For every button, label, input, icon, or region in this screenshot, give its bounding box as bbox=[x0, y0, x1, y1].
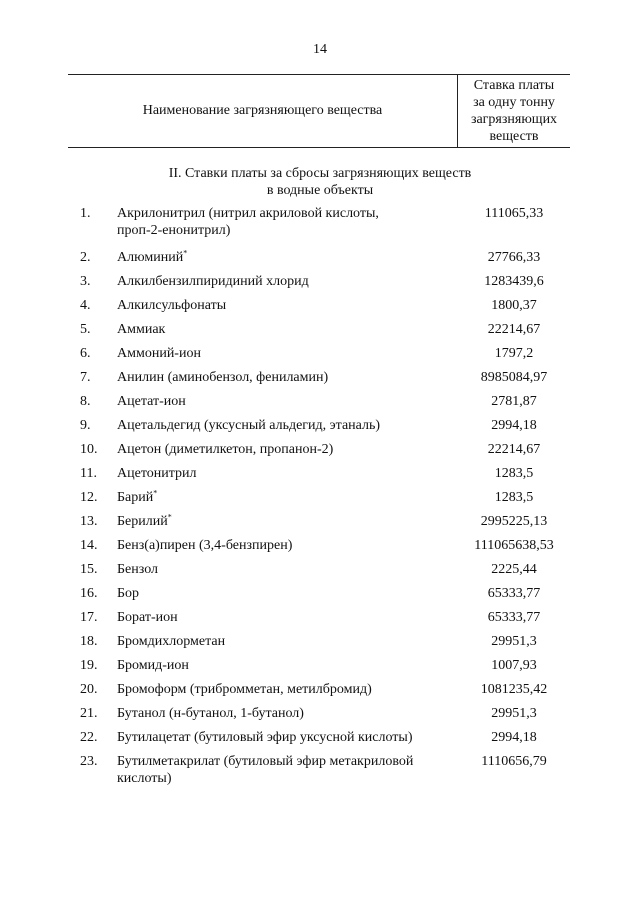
substance-name-text: Ацетон (диметилкетон, пропанон-2) bbox=[117, 442, 334, 457]
substance-name bbox=[117, 561, 452, 578]
rate-value: 22214,67 bbox=[487, 442, 541, 457]
rate-value: 1007,93 bbox=[491, 658, 537, 673]
substance-name-text: Берилий bbox=[117, 514, 168, 529]
substance-name-text: Бромид-ион bbox=[117, 658, 189, 673]
section-title-line: II. Ставки платы за сбросы загрязняющих веществ bbox=[168, 166, 472, 181]
substance-name-text: Бутилацетат (бутиловый эфир уксусной кислоты) bbox=[117, 730, 413, 745]
substance-name bbox=[117, 585, 452, 602]
substance-name-text: Алкилбензилпиридиний хлорид bbox=[117, 274, 309, 289]
substance-name-text: проп-2-енонитрил) bbox=[117, 223, 231, 238]
substance-name-text: Бор bbox=[117, 586, 140, 601]
row-number: 17. bbox=[80, 610, 98, 625]
substance-name bbox=[117, 705, 452, 722]
substance-name bbox=[117, 513, 452, 530]
substance-name-text: Бромдихлорметан bbox=[117, 634, 226, 649]
rate-value: 8985084,97 bbox=[480, 370, 548, 385]
substance-name-line bbox=[117, 369, 452, 386]
substance-name bbox=[117, 249, 452, 266]
substance-name bbox=[117, 369, 452, 386]
substance-name-text: Бутилметакрилат (бутиловый эфир метакриловой bbox=[117, 754, 414, 769]
substance-name-text: Аммоний-ион bbox=[117, 346, 201, 361]
substance-name-line bbox=[117, 657, 452, 674]
footnote-mark: * bbox=[153, 488, 158, 498]
row-number: 7. bbox=[80, 370, 91, 385]
substance-name-text: Акрилонитрил (нитрил акриловой кислоты, bbox=[117, 206, 379, 221]
substance-name bbox=[117, 633, 452, 650]
substance-name-line bbox=[117, 681, 452, 698]
substance-name bbox=[117, 297, 452, 314]
rate-value: 65333,77 bbox=[487, 586, 541, 601]
rate-value: 1283439,6 bbox=[484, 274, 544, 289]
substance-name bbox=[117, 537, 452, 554]
substance-name-text: Ацетальдегид (уксусный альдегид, этаналь) bbox=[117, 418, 381, 433]
substance-name-text: Бенз(а)пирен (3,4-бензпирен) bbox=[117, 538, 293, 553]
substance-name-line bbox=[117, 705, 452, 722]
substance-name-line bbox=[117, 345, 452, 362]
substance-name-line bbox=[117, 393, 452, 410]
row-number: 5. bbox=[80, 322, 91, 337]
page-number: 14 bbox=[313, 42, 327, 57]
rate-value: 1081235,42 bbox=[480, 682, 548, 697]
substance-name-line bbox=[117, 273, 452, 290]
substance-name bbox=[117, 345, 452, 362]
substance-name-text: Ацетонитрил bbox=[117, 466, 197, 481]
rate-value: 111065638,53 bbox=[474, 538, 554, 553]
section-title-line: в водные объекты bbox=[266, 183, 374, 198]
substance-name-line bbox=[117, 297, 452, 314]
substance-name-line bbox=[117, 249, 452, 266]
rate-value: 29951,3 bbox=[491, 634, 537, 649]
substance-name-text: Алкилсульфонаты bbox=[117, 298, 227, 313]
row-number: 16. bbox=[80, 586, 98, 601]
substance-name bbox=[117, 321, 452, 338]
substance-name-text: Бромоформ (трибромметан, метилбромид) bbox=[117, 682, 372, 697]
substance-name-line bbox=[117, 729, 452, 746]
rate-value: 1110656,79 bbox=[481, 754, 547, 769]
row-number: 19. bbox=[80, 658, 98, 673]
substance-name-line bbox=[117, 537, 452, 554]
rate-value: 1800,37 bbox=[491, 298, 537, 313]
row-number: 20. bbox=[80, 682, 98, 697]
substance-name bbox=[117, 753, 452, 787]
substance-name-line bbox=[117, 609, 452, 626]
row-number: 21. bbox=[80, 706, 98, 721]
row-number: 18. bbox=[80, 634, 98, 649]
substance-name-line bbox=[117, 205, 452, 222]
header-substance-name: Наименование загрязняющего вещества bbox=[142, 102, 383, 118]
substance-name bbox=[117, 609, 452, 626]
rate-value: 2995225,13 bbox=[480, 514, 548, 529]
substance-name-text: Анилин (аминобензол, фениламин) bbox=[117, 370, 329, 385]
section-title bbox=[140, 165, 500, 199]
substance-name-line bbox=[117, 465, 452, 482]
substance-name bbox=[117, 657, 452, 674]
substance-name-line bbox=[117, 561, 452, 578]
row-number: 23. bbox=[80, 754, 98, 769]
header-rate bbox=[458, 77, 570, 145]
substance-name bbox=[117, 393, 452, 410]
substance-name-text: Борат-ион bbox=[117, 610, 178, 625]
rate-value: 65333,77 bbox=[487, 610, 541, 625]
substance-name bbox=[117, 681, 452, 698]
substance-name-line bbox=[117, 321, 452, 338]
row-number: 2. bbox=[80, 250, 91, 265]
header-rate-line: веществ bbox=[489, 129, 539, 144]
rate-value: 1283,5 bbox=[494, 490, 534, 505]
rate-value: 2225,44 bbox=[491, 562, 537, 577]
substance-name-line bbox=[117, 770, 452, 787]
row-number: 22. bbox=[80, 730, 98, 745]
substance-name-line bbox=[117, 513, 452, 530]
row-number: 1. bbox=[80, 206, 91, 221]
substance-name-line bbox=[117, 489, 452, 506]
header-rate-line: загрязняющих bbox=[470, 112, 558, 127]
substance-name bbox=[117, 441, 452, 458]
rate-value: 1797,2 bbox=[494, 346, 534, 361]
row-number: 10. bbox=[80, 442, 98, 457]
row-number: 13. bbox=[80, 514, 98, 529]
rate-value: 2994,18 bbox=[491, 418, 537, 433]
substance-name bbox=[117, 205, 452, 239]
substance-name-line bbox=[117, 633, 452, 650]
substance-name-line bbox=[117, 417, 452, 434]
row-number: 9. bbox=[80, 418, 91, 433]
row-number: 15. bbox=[80, 562, 98, 577]
row-number: 3. bbox=[80, 274, 91, 289]
substance-name-text: Аммиак bbox=[117, 322, 166, 337]
row-number: 8. bbox=[80, 394, 91, 409]
substance-name bbox=[117, 273, 452, 290]
substance-name bbox=[117, 729, 452, 746]
row-number: 4. bbox=[80, 298, 91, 313]
row-number: 11. bbox=[80, 466, 97, 481]
rate-value: 2994,18 bbox=[491, 730, 537, 745]
rate-value: 2781,87 bbox=[491, 394, 537, 409]
rate-value: 29951,3 bbox=[491, 706, 537, 721]
substance-name-text: Барий bbox=[117, 490, 154, 505]
footnote-mark: * bbox=[167, 512, 172, 522]
substance-name-text: Алюминий bbox=[117, 250, 184, 265]
rate-value: 1283,5 bbox=[494, 466, 534, 481]
substance-name bbox=[117, 489, 452, 506]
substance-name-line bbox=[117, 585, 452, 602]
substance-name-text: Ацетат-ион bbox=[117, 394, 186, 409]
row-number: 12. bbox=[80, 490, 98, 505]
substance-name bbox=[117, 465, 452, 482]
header-rate-line: Ставка платы bbox=[473, 78, 555, 93]
rate-value: 111065,33 bbox=[484, 206, 544, 221]
header-rate-line: за одну тонну bbox=[473, 95, 555, 110]
substance-name-line bbox=[117, 441, 452, 458]
row-number: 14. bbox=[80, 538, 98, 553]
rate-value: 27766,33 bbox=[487, 250, 541, 265]
substance-name-text: Бутанол (н-бутанол, 1-бутанол) bbox=[117, 706, 304, 721]
substance-name-text: Бензол bbox=[117, 562, 158, 577]
substance-name-line bbox=[117, 753, 452, 770]
rate-value: 22214,67 bbox=[487, 322, 541, 337]
table-header-bottom-rule bbox=[68, 147, 570, 148]
substance-name-line bbox=[117, 222, 452, 239]
row-number: 6. bbox=[80, 346, 91, 361]
footnote-mark: * bbox=[183, 248, 188, 258]
substance-name-text: кислоты) bbox=[117, 771, 172, 786]
substance-name bbox=[117, 417, 452, 434]
